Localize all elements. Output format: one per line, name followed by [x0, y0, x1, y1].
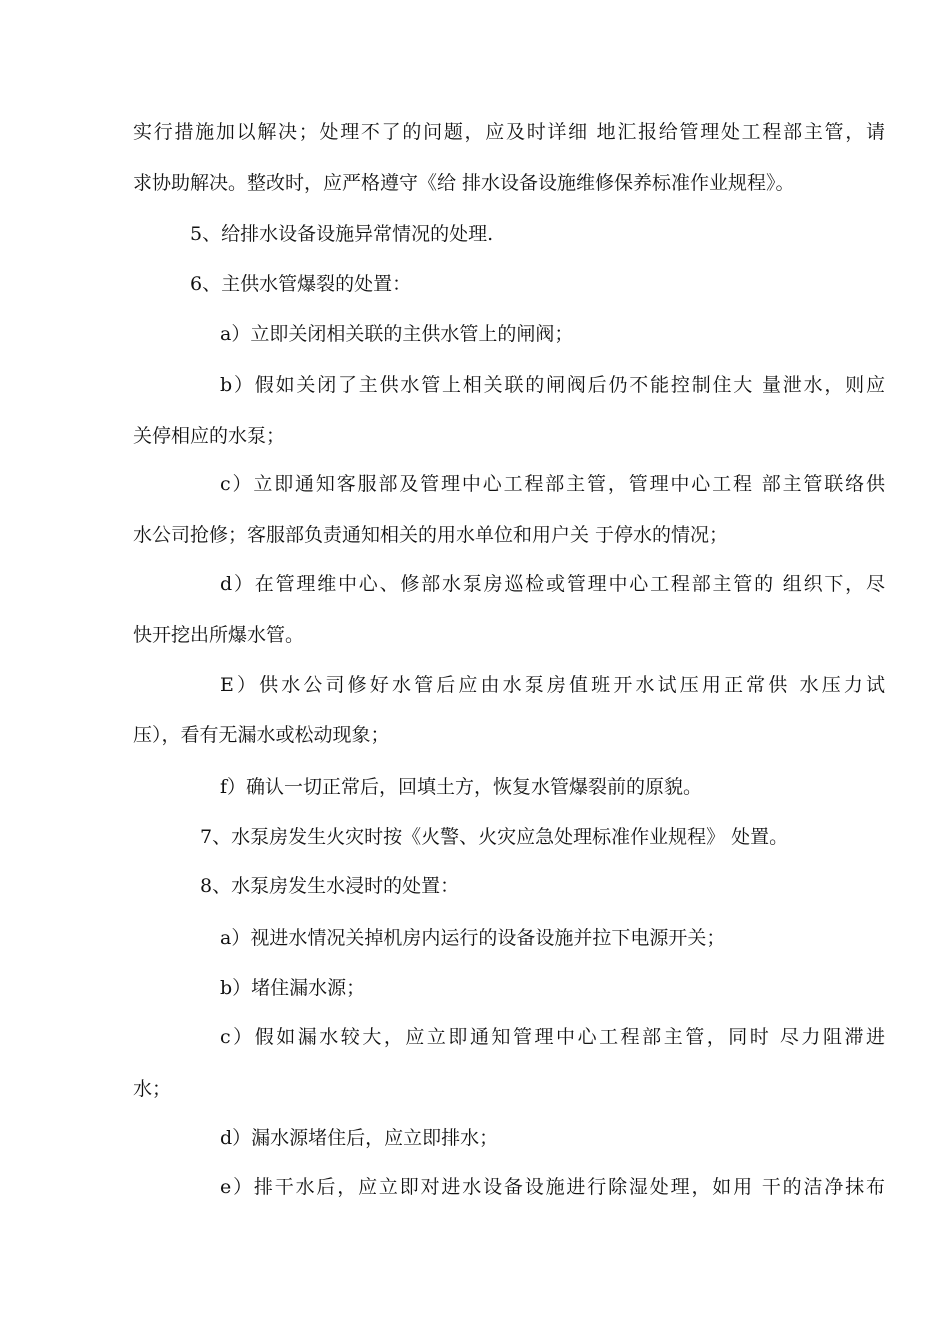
section-heading: 8、水泵房发生水浸时的处置：	[200, 875, 460, 897]
list-item: b）假如关闭了主供水管上相关联的闸阀后仍不能控制住大 量泄水，则应	[220, 374, 885, 396]
list-item: c）假如漏水较大，应立即通知管理中心工程部主管，同时 尽力阻滞进	[220, 1026, 885, 1048]
list-item: a）立即关闭相关联的主供水管上的闸阀；	[220, 323, 574, 345]
list-item: e）排干水后，应立即对进水设备设施进行除湿处理，如用 干的洁净抹布	[220, 1176, 885, 1198]
list-item: c）立即通知客服部及管理中心工程部主管，管理中心工程 部主管联络供	[220, 473, 885, 495]
paragraph-line: 水；	[133, 1078, 172, 1100]
paragraph-line: 压），看有无漏水或松动现象；	[133, 724, 390, 746]
list-item: f）确认一切正常后，回填土方，恢复水管爆裂前的原貌。	[220, 776, 703, 798]
list-item: b）堵住漏水源；	[220, 977, 366, 999]
section-heading: 5、给排水设备设施异常情况的处理.	[190, 223, 494, 245]
section-heading: 6、主供水管爆裂的处置：	[190, 273, 412, 295]
paragraph-line: 关停相应的水泵；	[133, 425, 286, 447]
list-item: a）视进水情况关掉机房内运行的设备设施并拉下电源开关；	[220, 927, 726, 949]
list-item: d）在管理维中心、修部水泵房巡检或管理中心工程部主管的 组织下，尽	[220, 573, 885, 595]
paragraph-line: 求协助解决。整改时，应严格遵守《给 排水设备设施维修保养标准作业规程》。	[133, 172, 795, 194]
list-item: d）漏水源堵住后，应立即排水；	[220, 1127, 499, 1149]
paragraph-line: 快开挖出所爆水管。	[133, 624, 305, 646]
paragraph-line: 实行措施加以解决；处理不了的问题，应及时详细 地汇报给管理处工程部主管，请	[133, 121, 885, 143]
section-heading: 7、水泵房发生火灾时按《火警、火灾应急处理标准作业规程》 处置。	[200, 826, 789, 848]
paragraph-line: 水公司抢修；客服部负责通知相关的用水单位和用户关 于停水的情况；	[133, 524, 729, 546]
list-item: E）供水公司修好水管后应由水泵房值班开水试压用正常供 水压力试	[220, 674, 885, 696]
